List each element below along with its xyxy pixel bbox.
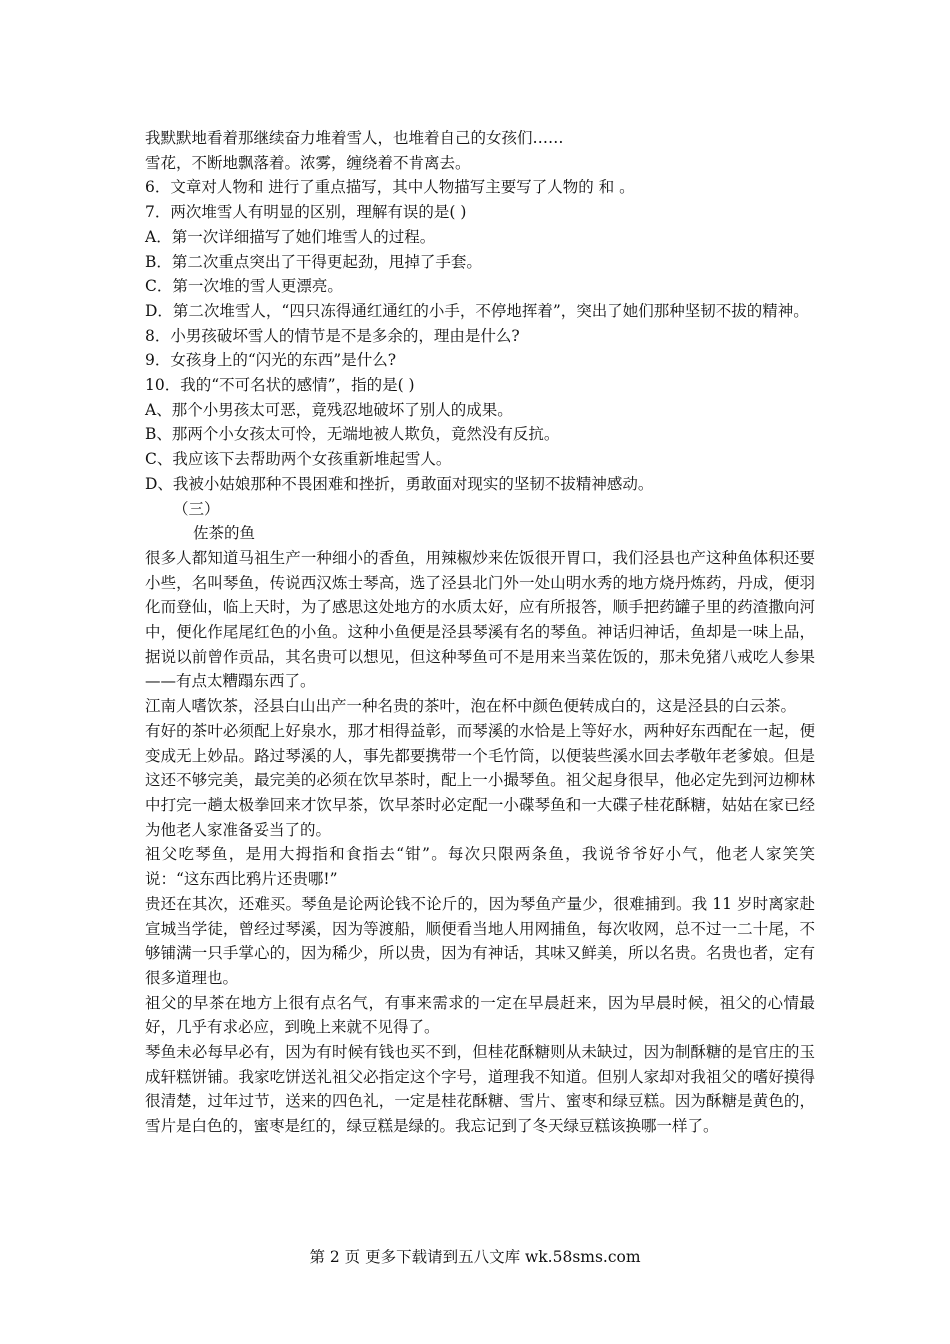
- question-7-option-c: C．第一次堆的雪人更漂亮。: [145, 277, 343, 296]
- story-paragraph: 琴鱼未必每早必有，因为有时候有钱也买不到，但桂花酥糖则从未缺过，因为制酥糖的是官庄的玉成轩糕饼铺。我家吃饼送礼祖父必指定这个字号，道理我不知道。但别人家却对我祖父的嗜好摸得很清楚，过年过节，送来的四色礼，一定是桂花酥糖、雪片、蜜枣和绿豆糕。因为酥糖是黄色的，雪片是白色的，蜜枣是红的，绿豆糕是绿的。我忘记到了冬天绿豆糕该换哪一样了。: [145, 1043, 815, 1136]
- story-paragraph: 江南人嗜饮茶，泾县白山出产一种名贵的茶叶，泡在杯中颜色便转成白的，这是泾县的白云茶。: [145, 697, 797, 716]
- text-line: 雪花，不断地飘落着。浓雾，缠绕着不肯离去。: [145, 153, 471, 172]
- question-7-option-b: B．第二次重点突出了干得更起劲，甩掉了手套。: [145, 252, 482, 271]
- story-paragraph: 很多人都知道马祖生产一种细小的香鱼，用辣椒炒来佐饭很开胃口，我们泾县也产这种鱼体积还要小些，名叫琴鱼，传说西汉炼士琴高，选了泾县北门外一处山明水秀的地方烧丹炼药，丹成，便羽化而登仙，临上天时，为了感思这处地方的水质太好，应有所报答，顺手把药罐子里的药渣撒向河中，便化作尾尾红色的小鱼。这种小鱼便是泾县琴溪有名的琴鱼。神话归神话，鱼却是一味上品，据说以前曾作贡品，其名贵可以想见，但这种琴鱼可不是用来当菜佐饭的，那未免猪八戒吃人参果——有点太糟蹋东西了。: [145, 548, 815, 691]
- story-paragraph: 有好的茶叶必须配上好泉水，那才相得益彰，而琴溪的水恰是上等好水，两种好东西配在一起，便变成无上妙品。路过琴溪的人，事先都要携带一个毛竹筒，以便装些溪水回去孝敬年老爹娘。但是这还不够完美，最完美的必须在饮早茶时，配上一小撮琴鱼。祖父起身很早，他必定先到河边柳林中打完一趟太极拳回来才饮早茶，饮早茶时必定配一小碟琴鱼和一大碟子桂花酥糖，姑姑在家已经为他老人家准备妥当了的。: [145, 721, 815, 839]
- story-title: 佐茶的鱼: [193, 524, 256, 543]
- page-footer: 第 2 页 更多下载请到五八文库 wk.58sms.com: [309, 1248, 641, 1266]
- question-7: 7．两次堆雪人有明显的区别，理解有误的是( ): [145, 203, 467, 222]
- question-8: 8．小男孩破坏雪人的情节是不是多余的，理由是什么?: [145, 326, 520, 345]
- story-paragraph: 祖父吃琴鱼，是用大拇指和食指去“钳”。每次只限两条鱼，我说爷爷好小气，他老人家笑笑说：“这东西比鸦片还贵哪!”: [145, 845, 815, 889]
- question-9: 9．女孩身上的“闪光的东西”是什么?: [145, 351, 397, 370]
- page-content: [145, 126, 815, 1139]
- question-10-option-a: A、那个小男孩太可恶，竟残忍地破坏了别人的成果。: [145, 400, 513, 419]
- text-line: 我默默地看着那继续奋力堆着雪人，也堆着自己的女孩们……: [145, 129, 564, 147]
- question-10-option-d: D、我被小姑娘那种不畏困难和挫折，勇敢面对现实的坚韧不拔精神感动。: [145, 474, 654, 493]
- question-7-option-d: D．第二次堆雪人，“四只冻得通红通红的小手，不停地挥着”，突出了她们那种坚韧不拔的精神。: [145, 301, 809, 320]
- question-7-option-a: A．第一次详细描写了她们堆雪人的过程。: [145, 227, 436, 246]
- question-10-option-c: C、我应该下去帮助两个女孩重新堆起雪人。: [145, 450, 452, 469]
- section-label: （三）: [173, 499, 220, 518]
- story-paragraph: 贵还在其次，还难买。琴鱼是论两论钱不论斤的，因为琴鱼产量少，很难捕到。我 11 岁时离家赴宣城当学徒，曾经过琴溪，因为等渡船，顺便看当地人用网捕鱼，每次收网，总不过一二十尾，不够铺满一只手掌心的，因为稀少，所以贵，因为有神话，其味又鲜美，所以名贵。名贵也者，定有很多道理也。: [145, 894, 815, 987]
- question-10-option-b: B、那两个小女孩太可怜，无端地被人欺负，竟然没有反抗。: [145, 425, 560, 444]
- question-10: 10．我的“不可名状的感情”，指的是( ): [145, 376, 415, 395]
- question-6: 6．文章对人物和 进行了重点描写，其中人物描写主要写了人物的 和 。: [145, 178, 635, 197]
- story-paragraph: 祖父的早茶在地方上很有点名气，有事来需求的一定在早晨赶来，因为早晨时候，祖父的心情最好，几乎有求必应，到晚上来就不见得了。: [145, 993, 815, 1037]
